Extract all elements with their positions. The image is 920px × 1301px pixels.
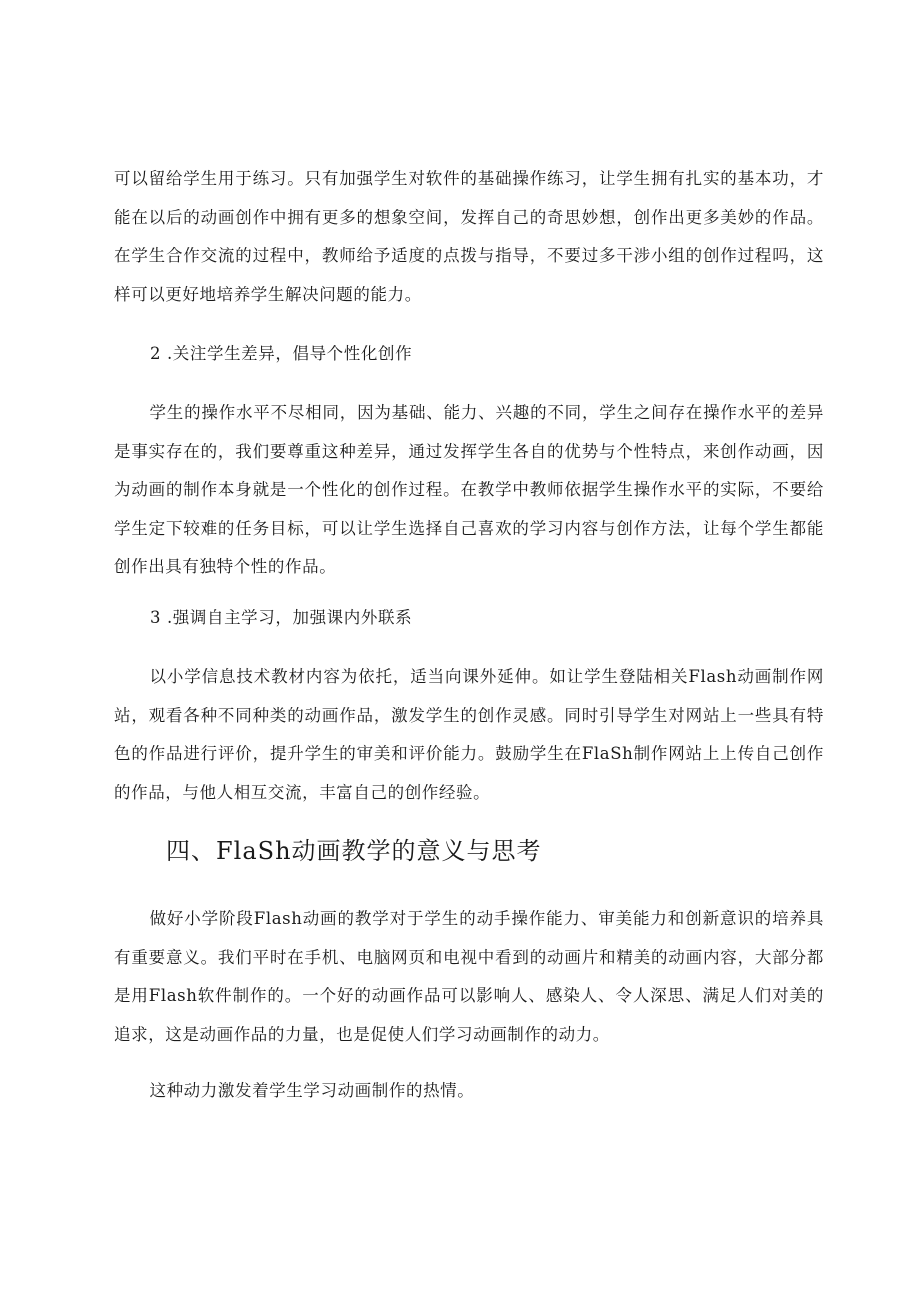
paragraph-4: 做好小学阶段Flash动画的教学对于学生的动手操作能力、审美能力和创新意识的培养具有重要意义。我们平时在手机、电脑网页和电视中看到的动画片和精美的动画内容，大部分都是用Flash软件制作的。一个好的动画作品可以影响人、感染人、令人深思、满足人们对美的追求，这是动画作品的力量，也是促使人们学习动画制作的动力。 — [114, 909, 824, 1044]
paragraph-intro: 可以留给学生用于练习。只有加强学生对软件的基础操作练习，让学生拥有扎实的基本功，才能在以后的动画创作中拥有更多的想象空间，发挥自己的奇思妙想，创作出更多美妙的作品。在学生合作交流的过程中，教师给予适度的点拨与指导，不要过多干涉小组的创作过程吗，这样可以更好地培养学生解决问题的能力。 — [114, 169, 824, 304]
section-title: 四、FlaSh动画教学的意义与思考 — [166, 837, 542, 865]
paragraph-2: 学生的操作水平不尽相同，因为基础、能力、兴趣的不同，学生之间存在操作水平的差异是事实存在的，我们要尊重这种差异，通过发挥学生各自的优势与个性特点，来创作动画，因为动画的制作本身就是一个性化的创作过程。在教学中教师依据学生操作水平的实际，不要给学生定下较难的任务目标，可以让学生选择自己喜欢的学习内容与创作方法，让每个学生都能创作出具有独特个性的作品。 — [114, 403, 824, 577]
subheading-3: 3 .强调自主学习，加强课内外联系 — [150, 608, 413, 627]
paragraph-5: 这种动力激发着学生学习动画制作的热情。 — [149, 1081, 475, 1100]
subheading-2: 2 .关注学生差异，倡导个性化创作 — [150, 344, 413, 363]
paragraph-3: 以小学信息技术教材内容为依托，适当向课外延伸。如让学生登陆相关Flash动画制作网站，观看各种不同种类的动画作品，激发学生的创作灵感。同时引导学生对网站上一些具有特色的作品进行评价，提升学生的审美和评价能力。鼓励学生在FlaSh制作网站上上传自己创作的作品，与他人相互交流，丰富自己的创作经验。 — [114, 667, 824, 802]
